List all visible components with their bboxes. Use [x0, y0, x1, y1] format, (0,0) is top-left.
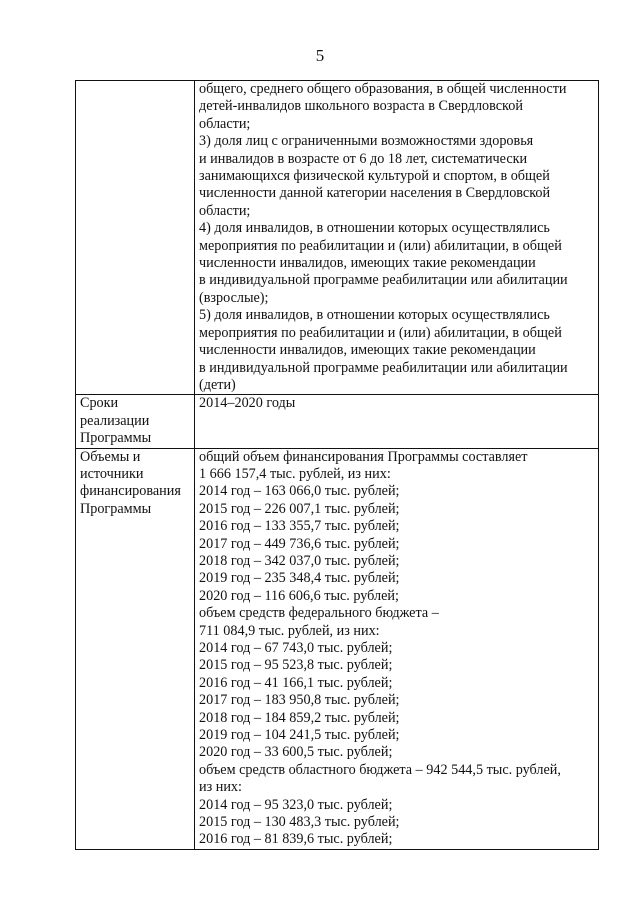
content-line: 2014 год – 67 743,0 тыс. рублей;	[199, 640, 393, 656]
content-line: 2019 год – 235 348,4 тыс. рублей;	[199, 570, 400, 587]
content-line: численности инвалидов, имеющих такие рекомендации	[199, 255, 536, 272]
table-row-timeframe	[76, 395, 599, 448]
content-line: численности данной категории населения в Свердловской	[199, 185, 551, 202]
content-line: занимающихся физической культурой и спортом, в общей	[199, 168, 550, 185]
content-line: мероприятия по реабилитации и (или) абилитации, в общей	[199, 237, 562, 254]
label-line: реализации	[80, 412, 150, 429]
content-line: общий объем финансирования Программы составляет	[199, 448, 528, 465]
label-line: источники	[80, 465, 144, 482]
content-line: 2018 год – 184 859,2 тыс. рублей;	[199, 709, 400, 726]
content-line: численности инвалидов, имеющих такие рекомендации	[199, 342, 536, 359]
label-line: финансирования	[80, 483, 181, 500]
content-line: 2019 год – 104 241,5 тыс. рублей;	[199, 727, 400, 744]
content-line: 2014 год – 95 323,0 тыс. рублей;	[199, 796, 393, 813]
page-number: 5	[315, 46, 325, 65]
row-label-financing	[76, 448, 195, 849]
row-content-indicators	[195, 81, 599, 395]
label-line: Объемы и	[80, 448, 141, 465]
content-line: общего, среднего общего образования, в общей численности	[199, 81, 567, 97]
content-line: 2014 год – 163 066,0 тыс. рублей;	[199, 483, 400, 500]
content-line: объем средств областного бюджета – 942 544,5 тыс. рублей,	[199, 761, 561, 778]
content-line: в индивидуальной программе реабилитации или абилитации	[199, 359, 568, 376]
content-line: (дети)	[199, 376, 236, 393]
content-line: 2018 год – 342 037,0 тыс. рублей;	[199, 552, 400, 569]
content-line: 5) доля инвалидов, в отношении которых осуществлялись	[199, 307, 550, 324]
content-line: 2020 год – 33 600,5 тыс. рублей;	[199, 744, 393, 761]
content-line: 2015 год – 95 523,8 тыс. рублей;	[199, 657, 393, 674]
row-content-financing	[195, 448, 599, 849]
content-line: 2015 год – 226 007,1 тыс. рублей;	[199, 500, 400, 517]
content-line: 2015 год – 130 483,3 тыс. рублей;	[199, 814, 400, 831]
content-line: 3) доля лиц с ограниченными возможностями здоровья	[199, 133, 534, 150]
content-line: 2014–2020 годы	[199, 395, 296, 412]
content-line: мероприятия по реабилитации и (или) абилитации, в общей	[199, 324, 562, 341]
label-line: Сроки	[80, 395, 119, 412]
content-line: (взрослые);	[199, 289, 269, 306]
content-line: 711 084,9 тыс. рублей, из них:	[199, 622, 380, 639]
content-line: в индивидуальной программе реабилитации или абилитации	[199, 272, 568, 289]
label-line: Программы	[80, 430, 152, 447]
content-line: 2020 год – 116 606,6 тыс. рублей;	[199, 587, 399, 604]
content-line: области;	[199, 115, 251, 132]
content-line: 2016 год – 133 355,7 тыс. рублей;	[199, 518, 400, 535]
program-passport-table	[75, 80, 599, 850]
content-line: 4) доля инвалидов, в отношении которых осуществлялись	[199, 220, 550, 237]
content-line: 2016 год – 81 839,6 тыс. рублей;	[199, 831, 393, 848]
content-line: из них:	[199, 779, 242, 796]
content-line: 2016 год – 41 166,1 тыс. рублей;	[199, 674, 393, 691]
row-content-timeframe	[195, 395, 599, 448]
table-row-indicators	[76, 81, 599, 395]
content-line: детей-инвалидов школьного возраста в Свердловской	[199, 98, 523, 115]
content-line: 2017 год – 449 736,6 тыс. рублей;	[199, 535, 400, 552]
content-line: и инвалидов в возрасте от 6 до 18 лет, систематически	[199, 150, 528, 167]
content-line: области;	[199, 202, 251, 219]
content-line: объем средств федерального бюджета –	[199, 605, 439, 622]
row-label-empty	[76, 81, 195, 395]
content-line: 2017 год – 183 950,8 тыс. рублей;	[199, 692, 400, 709]
content-line: 1 666 157,4 тыс. рублей, из них:	[199, 465, 391, 482]
label-line: Программы	[80, 500, 152, 517]
table-row-financing	[76, 448, 599, 849]
row-label-timeframe	[76, 395, 195, 448]
